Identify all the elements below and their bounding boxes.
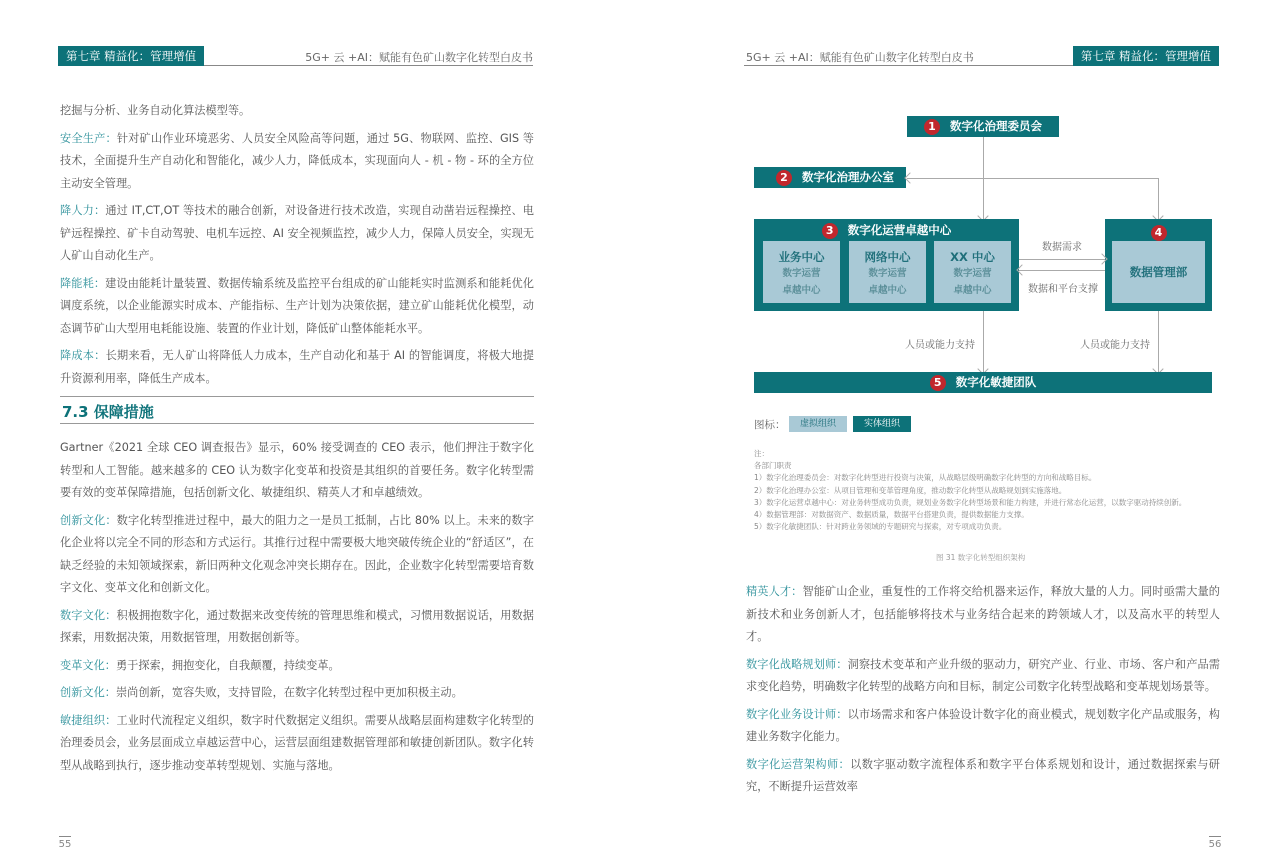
sub-network-center: 网络中心 数字运营 卓越中心 bbox=[849, 241, 926, 303]
diagram-notes: 注： 各部门职责 1）数字化治理委员会：对数字化转型进行投资与决策，从战略层级明确数字化转型的方向和战略目标。 2）数字化治理办公室：从项目管理和变革管理角度，推动数字化转型从战略规划到实施落地。 3）数字化运营卓越中心：对业务转型成功负责，规划业务数字化转型场景和能力构建，并进行常态化运营，以数字驱动持续创新。 4）数据管理部：对数据资产、数据质量，数据平台搭建负责，提供数据能力支撑。 5）数字化敏捷团队：针对跨业务领域的专题研究与探索，对专项成功负责。 bbox=[754, 448, 1224, 533]
book-title: 5G+ 云 +AI：赋能有色矿山数字化转型白皮书 bbox=[746, 51, 974, 64]
paragraph-gartner: Gartner《2021 全球 CEO 调查报告》显示，60% 接受调查的 CEO 表示，他们押注于数字化转型和人工智能。越来越多的 CEO 认为数字化变革和投资是其组织的首要任务。数字化转型需要有效的变革保障措施，包括创新文化、敏捷组织、精英人才和卓越绩效。 bbox=[60, 441, 534, 499]
edge-data-to-team bbox=[1158, 311, 1159, 372]
sub-xx-center: XX 中心 数字运营 卓越中心 bbox=[934, 241, 1011, 303]
paragraph-innovation-culture: 创新文化：数字化转型推进过程中，最大的阻力之一是员工抵制，占比 80% 以上。未来的数字化企业将以完全不同的形态和方式运行。其推行过程中需要极大地突破传统企业的“舒适区”，在缺乏经验的未知领域探索，新旧两种文化观念冲突长期存在。因此，企业数字化转型需要培育数字文化、变革文化和创新文化。 bbox=[60, 513, 534, 594]
paragraph-strategy-planner: 数字化战略规划师：洞察技术变革和产业升级的驱动力，研究产业、行业、市场、客户和产品需求变化趋势，明确数字化转型的战略方向和目标，制定公司数字化转型战略和变革规划场景等。 bbox=[746, 657, 1220, 693]
chapter-tag: 第七章 精益化：管理增值 bbox=[1073, 46, 1219, 66]
section-heading bbox=[60, 396, 534, 424]
paragraph-change-culture: 变革文化：勇于探索，拥抱变化，自我颠覆，持续变革。 bbox=[60, 658, 340, 672]
paragraph-agile-org: 敏捷组织：工业时代流程定义组织，数字时代数据定义组织。需要从战略层面构建数字化转型的治理委员会，业务层面成立卓越运营中心，运营层面组建数据管理部和敏捷创新团队。数字化转型从战略到执行，逐步推动变革转型规划、实施与落地。 bbox=[60, 713, 534, 772]
node-agile-team: 5 数字化敏捷团队 bbox=[754, 372, 1212, 393]
sub-business-center: 业务中心 数字运营 卓越中心 bbox=[763, 241, 840, 303]
edge-label-data-demand: 数据需求 bbox=[1042, 242, 1082, 253]
book-title: 5G+ 云 +AI：赋能有色矿山数字化转型白皮书 bbox=[305, 51, 533, 64]
body-top bbox=[60, 100, 534, 395]
node-data-management: 4 数据管理部 bbox=[1105, 219, 1212, 311]
note-item: 5）数字化敏捷团队：针对跨业务领域的专题研究与探索，对专项成功负责。 bbox=[754, 522, 1007, 532]
paragraph-elite-talent: 精英人才：智能矿山企业，重复性的工作将交给机器来运作，释放大量的人力。同时亟需大量的新技术和业务创新人才，包括能够将技术与业务结合起来的跨领域人才，以及高水平的转型人才。 bbox=[746, 585, 1220, 643]
legend-virtual-org: 虚拟组织 bbox=[789, 416, 847, 432]
note-item: 1）数字化治理委员会：对数字化转型进行投资与决策，从战略层级明确数字化转型的方向和战略目标。 bbox=[754, 473, 1097, 483]
badge-5: 5 bbox=[930, 375, 946, 391]
paragraph-digital-culture: 数字文化：积极拥抱数字化，通过数据来改变传统的管理思维和模式，习惯用数据说话，用数据探索，用数据决策，用数据管理，用数据创新等。 bbox=[60, 608, 534, 644]
edge-label-people-right: 人员或能力支持 bbox=[1080, 340, 1150, 351]
paragraph-operations-architect: 数字化运营架构师：以数字驱动数字流程体系和数字平台体系规划和设计，通过数据探索与研究，不断提升运营效率 bbox=[746, 757, 1220, 793]
paragraph-reduce-labor: 降人力：通过 IT,CT,OT 等技术的融合创新，对设备进行技术改造，实现自动凿岩远程操控、电铲远程操控、矿卡自动驾驶、电机车远控、AI 安全视频监控，减少人力，保障人员安全，实现无人矿山自动化生产。 bbox=[60, 204, 534, 262]
badge-4: 4 bbox=[1151, 225, 1167, 241]
paragraph-safety: 安全生产：针对矿山作业环境恶劣、人员安全风险高等问题，通过 5G、物联网、监控、GIS 等技术，全面提升生产自动化和智能化，减少人力，降低成本，实现面向人 - 机 - 物 - 环的全方位主动安全管理。 bbox=[60, 131, 534, 190]
paragraph-innovation-culture-2: 创新文化：崇尚创新，宽容失败，支持冒险，在数字化转型过程中更加积极主动。 bbox=[60, 686, 463, 699]
page-number: 55 bbox=[58, 836, 72, 850]
node-governance-committee: 1 数字化治理委员会 bbox=[907, 116, 1059, 137]
node-governance-office: 2 数字化治理办公室 bbox=[754, 167, 906, 188]
edge-office-link bbox=[907, 178, 1158, 179]
section-title: 7.3 保障措施 bbox=[62, 403, 154, 421]
paragraph-reduce-energy: 降能耗：建设由能耗计量装置、数据传输系统及监控平台组成的矿山能耗实时监测系和能耗优化调度系统，以企业能源实时成本、产能指标、生产计划为决策依据，建立矿山能耗优化模型，动态调节矿山大型用电耗能设施、装置的作业计划，降低矿山整体能耗水平。 bbox=[60, 276, 534, 335]
figure-caption: 图 31 数字化转型组织架构 bbox=[936, 553, 1026, 562]
edge-label-people-left: 人员或能力支持 bbox=[905, 340, 975, 351]
diagram-legend bbox=[754, 417, 900, 432]
note-item: 3）数字化运营卓越中心：对业务转型成功负责，规划业务数字化转型场景和能力构建，并进行常态化运营，以数字驱动持续创新。 bbox=[754, 497, 1187, 507]
badge-2: 2 bbox=[776, 170, 792, 186]
body-talent bbox=[746, 581, 1220, 804]
note-item: 4）数据管理部：对数据资产、数据质量，数据平台搭建负责，提供数据能力支撑。 bbox=[754, 510, 1029, 520]
note-item: 2）数字化治理办公室：从项目管理和变革管理角度，推动数字化转型从战略规划到实施落地。 bbox=[754, 485, 1067, 495]
paragraph-reduce-cost: 降成本：长期来看，无人矿山将降低人力成本，生产自动化和基于 AI 的智能调度，将极大地提升资源利用率，降低生产成本。 bbox=[60, 349, 534, 385]
right-page bbox=[640, 0, 1280, 868]
edge-data-support bbox=[1019, 270, 1105, 271]
chapter-tag: 第七章 精益化：管理增值 bbox=[58, 46, 204, 66]
edge-data-demand bbox=[1019, 259, 1105, 260]
edge-label-data-support: 数据和平台支撑 bbox=[1028, 284, 1098, 295]
body-bottom bbox=[60, 437, 534, 782]
page-header bbox=[58, 46, 533, 66]
page-header bbox=[744, 46, 1219, 66]
intro-line: 挖掘与分析、业务自动化算法模型等。 bbox=[60, 104, 251, 117]
edge-to-data-dept bbox=[1158, 178, 1159, 219]
paragraph-business-designer: 数字化业务设计师：以市场需求和客户体验设计数字化的商业模式，规划数字化产品或服务，构建业务数字化能力。 bbox=[746, 707, 1220, 743]
badge-1: 1 bbox=[924, 119, 940, 135]
edge-center-to-team bbox=[983, 311, 984, 372]
badge-3: 3 bbox=[822, 223, 838, 239]
page-number: 56 bbox=[1208, 836, 1222, 850]
node-operations-center: 3 数字化运营卓越中心 业务中心 数字运营 卓越中心 网络中心 数字运营 卓越中心 XX 中心 数字运营 卓越中心 bbox=[754, 219, 1019, 311]
legend-label: 图标： bbox=[754, 419, 786, 431]
legend-physical-org: 实体组织 bbox=[853, 416, 911, 432]
